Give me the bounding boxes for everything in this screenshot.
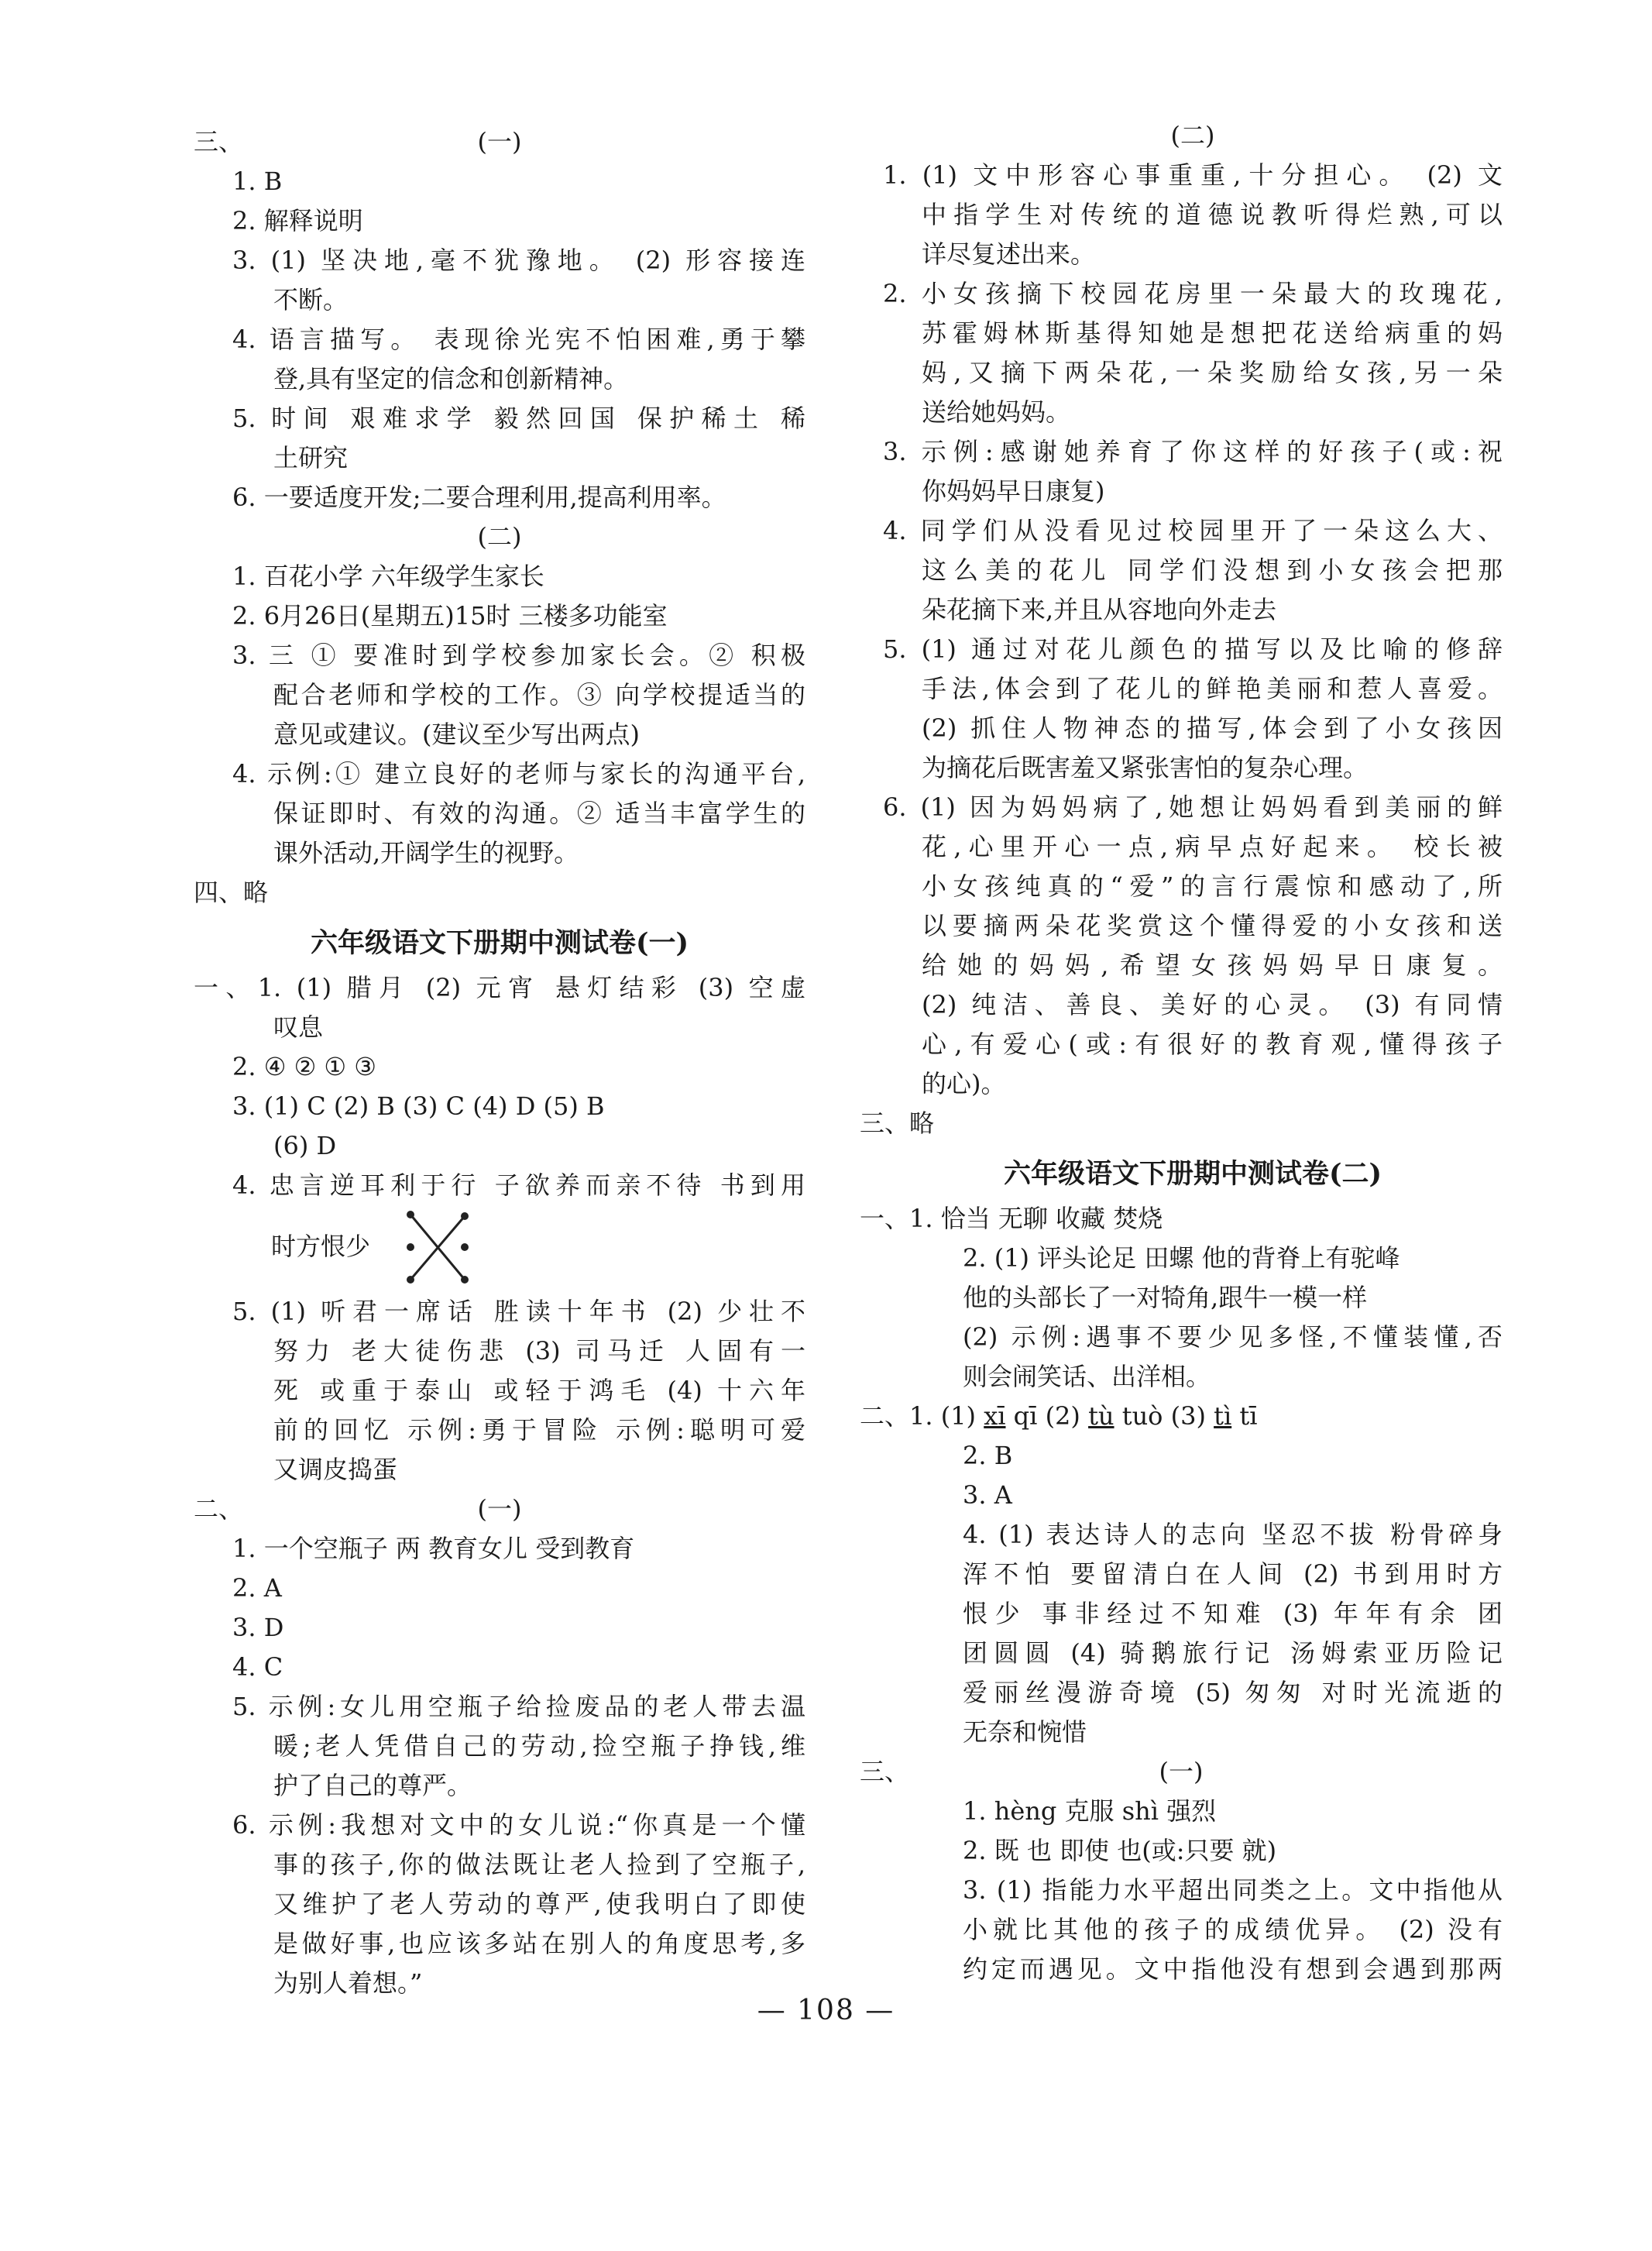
subsection-label: (一) [477,1494,522,1524]
answer-line: 6. 示例:我想对文中的女儿说:“你真是一个懂 [232,1810,805,1840]
answer-line: 花,心里开心一点,病早点好起来。 校长被 [922,832,1503,861]
answer-line: 4. C [232,1652,283,1682]
answer-line: 5. 时间 艰难求学 毅然回国 保护稀土 稀 [232,404,805,433]
answer-line: 3. 示例:感谢她养育了你这样的好孩子(或:祝 [883,437,1503,466]
subsection-label: (一) [1159,1757,1204,1786]
answer-line: 你妈妈早日康复) [922,476,1105,506]
answer-line: 妈,又摘下两朵花,一朵奖励给女孩,另一朵 [922,358,1503,387]
answer-line: 朵花摘下来,并且从容地向外走去 [922,595,1277,624]
answer-line: 则会闹笑话、出洋相。 [963,1362,1211,1391]
pinyin-underlined: tù [1088,1401,1114,1431]
answer-line: 1. B [232,167,283,196]
answer-line: 苏霍姆林斯基得知她是想把花送给病重的妈 [922,318,1503,348]
left-column [194,122,805,2003]
answer-line: 小女孩纯真的“爱”的言行震惊和感动了,所 [922,871,1503,901]
answer-line: (2) 示例:遇事不要少见多怪,不懂装懂,否 [963,1322,1503,1352]
answer-line: 5. (1) 通过对花儿颜色的描写以及比喻的修辞 [883,634,1503,664]
answer-line: 无奈和惋惜 [963,1717,1087,1747]
answer-line: 送给她妈妈。 [922,397,1071,427]
right-column [860,116,1503,1989]
answer-line: 配合老师和学校的工作。③ 向学校提适当的 [273,680,805,710]
answer-line: 叹息 [273,1012,324,1042]
answer-line: 1. hèng 克服 shì 强烈 [963,1796,1217,1826]
answer-line: 2. 小女孩摘下校园花房里一朵最大的玫瑰花, [883,279,1503,308]
matching-lines-figure [404,1205,474,1292]
answer-line: 意见或建议。(建议至少写出两点) [273,720,640,749]
pinyin-underlined: tì [1214,1401,1232,1431]
pinyin-underlined: xī [984,1401,1006,1431]
answer-line: 1. (1) 文中形容心事重重,十分担心。 (2) 文 [883,160,1503,190]
answer-line: 手法,体会到了花儿的鲜艳美丽和惹人喜爱。 [922,674,1503,703]
answer-line: 努力 老大徒伤悲 (3) 司马迁 人固有一 [273,1336,805,1366]
test-title: 六年级语文下册期中测试卷(一) [310,927,689,959]
answer-line: (2) 纯洁、善良、美好的心灵。 (3) 有同情 [922,990,1503,1019]
answer-line: 3. (1) C (2) B (3) C (4) D (5) B [232,1091,605,1121]
answer-line: 3. 三 ① 要准时到学校参加家长会。② 积极 [232,641,805,670]
answer-line: 一、1. 恰当 无聊 收藏 焚烧 [860,1204,1163,1233]
answer-line: 3. (1) 指能力水平超出同类之上。文中指他从 [963,1875,1503,1905]
subsection-label: (二) [1170,121,1215,150]
section-number: 三、 [860,1757,910,1786]
answer-line: 又维护了老人劳动的尊严,使我明白了即使 [273,1889,805,1919]
answer-line: 浑不怕 要留清白在人间 (2) 书到用时方 [963,1559,1503,1589]
answer-line: 团圆圆 (4) 骑鹅旅行记 汤姆索亚历险记 [963,1638,1503,1668]
answer-line: 恨少 事非经过不知难 (3) 年年有余 团 [963,1599,1503,1628]
page-number: — 108 — [757,1995,895,2026]
section-number: 三、 [194,127,244,156]
answer-line: 前的回忆 示例:勇于冒险 示例:聪明可爱 [273,1415,805,1445]
answer-line: 以要摘两朵花奖赏这个懂得爱的小女孩和送 [922,911,1503,940]
answer-line: 是做好事,也应该多站在别人的角度思考,多 [273,1929,805,1958]
answer-line: 4. (1) 表达诗人的志向 坚忍不拔 粉骨碎身 [963,1520,1503,1549]
answer-line: 给她的妈妈,希望女孩妈妈早日康复。 [922,950,1503,980]
answer-line: 护了自己的尊严。 [273,1771,472,1800]
answer-line: 的心)。 [922,1069,1006,1098]
answer-line: 小就比其他的孩子的成绩优异。 (2) 没有 [963,1915,1503,1944]
section-heading [194,1490,805,1529]
answer-line: 2. 解释说明 [232,206,363,235]
answer-line: 登,具有坚定的信念和创新精神。 [273,364,629,393]
answer-line: 详尽复述出来。 [922,239,1096,269]
answer-line: 土研究 [273,443,349,473]
section-number: 二、 [194,1494,244,1524]
answer-line: 这么美的花儿 同学们没想到小女孩会把那 [922,555,1503,585]
answer-line: 1. 一个空瓶子 两 教育女儿 受到教育 [232,1534,635,1563]
subsection-label: (一) [477,127,522,156]
answer-line: 3. D [232,1613,284,1642]
answer-line: 约定而遇见。文中指他没有想到会遇到那两 [963,1954,1503,1984]
answer-line: 2. ④ ② ① ③ [232,1052,376,1081]
answer-line: (2) 抓住人物神态的描写,体会到了小女孩因 [922,713,1503,743]
answer-line: 5. (1) 听君一席话 胜读十年书 (2) 少壮不 [232,1297,805,1326]
answer-line: 中指学生对传统的道德说教听得烂熟,可以 [922,200,1503,229]
answer-line: 暖;老人凭借自己的劳动,捡空瓶子挣钱,维 [273,1731,805,1761]
answer-line: 2. 既 也 即使 也(或:只要 就) [963,1836,1277,1865]
section-heading [860,1752,1503,1792]
answer-line: 2. A [232,1573,282,1603]
pinyin-answer-line: 二、1. (1) xī qī (2) tù tuò (3) tì tī [860,1401,1258,1431]
section-heading [194,122,805,162]
answer-line: 又调皮捣蛋 [273,1455,398,1484]
answer-line: 5. 示例:女儿用空瓶子给捡废品的老人带去温 [232,1692,805,1721]
answer-line: 一、1. (1) 腊月 (2) 元宵 悬灯结彩 (3) 空虚 [194,973,805,1002]
answer-line: 死 或重于泰山 或轻于鸿毛 (4) 十六年 [273,1376,805,1405]
answer-line: 事的孩子,你的做法既让老人捡到了空瓶子, [273,1850,805,1879]
answer-line: 2. B [963,1441,1013,1470]
answer-line: 6. 一要适度开发;二要合理利用,提高利用率。 [232,483,726,512]
answer-line: 爱丽丝漫游奇境 (5) 匆匆 对时光流逝的 [963,1678,1503,1707]
answer-line: 保证即时、有效的沟通。② 适当丰富学生的 [273,799,805,828]
answer-line: 课外活动,开阔学生的视野。 [273,838,579,868]
answer-line: 为别人着想。” [273,1968,423,1998]
section-heading: 三、略 [860,1108,935,1138]
subsection-label: (二) [477,522,522,552]
answer-line: 不断。 [273,285,349,314]
answer-line: 心,有爱心(或:有很好的教育观,懂得孩子 [922,1029,1503,1059]
answer-line: 为摘花后既害羞又紧张害怕的复杂心理。 [922,753,1369,782]
answer-line: 4. 语言描写。 表现徐光宪不怕困难,勇于攀 [232,325,805,354]
answer-line: 时方恨少 [271,1232,371,1261]
answer-line: 3. A [963,1480,1012,1510]
answer-line: 2. 6月26日(星期五)15时 三楼多功能室 [232,601,668,631]
answer-line: (6) D [273,1131,337,1160]
answer-line: 1. 百花小学 六年级学生家长 [232,562,544,591]
answer-line: 4. 示例:① 建立良好的老师与家长的沟通平台, [232,759,805,789]
answer-line: 他的头部长了一对犄角,跟牛一模一样 [963,1283,1368,1312]
matching-answer [194,1205,805,1292]
section-heading: 四、略 [194,878,269,907]
answer-line: 2. (1) 评头论足 田螺 他的背脊上有驼峰 [963,1243,1400,1273]
answer-line: 4. 同学们从没看见过校园里开了一朵这么大、 [883,516,1503,545]
answer-line: 3. (1) 坚决地,毫不犹豫地。 (2) 形容接连 [232,246,805,275]
test-title: 六年级语文下册期中测试卷(二) [1003,1158,1382,1190]
answer-line: 6. (1) 因为妈妈病了,她想让妈妈看到美丽的鲜 [883,792,1503,822]
answer-line: 4. 忠言逆耳利于行 子欲养而亲不待 书到用 [232,1170,805,1200]
